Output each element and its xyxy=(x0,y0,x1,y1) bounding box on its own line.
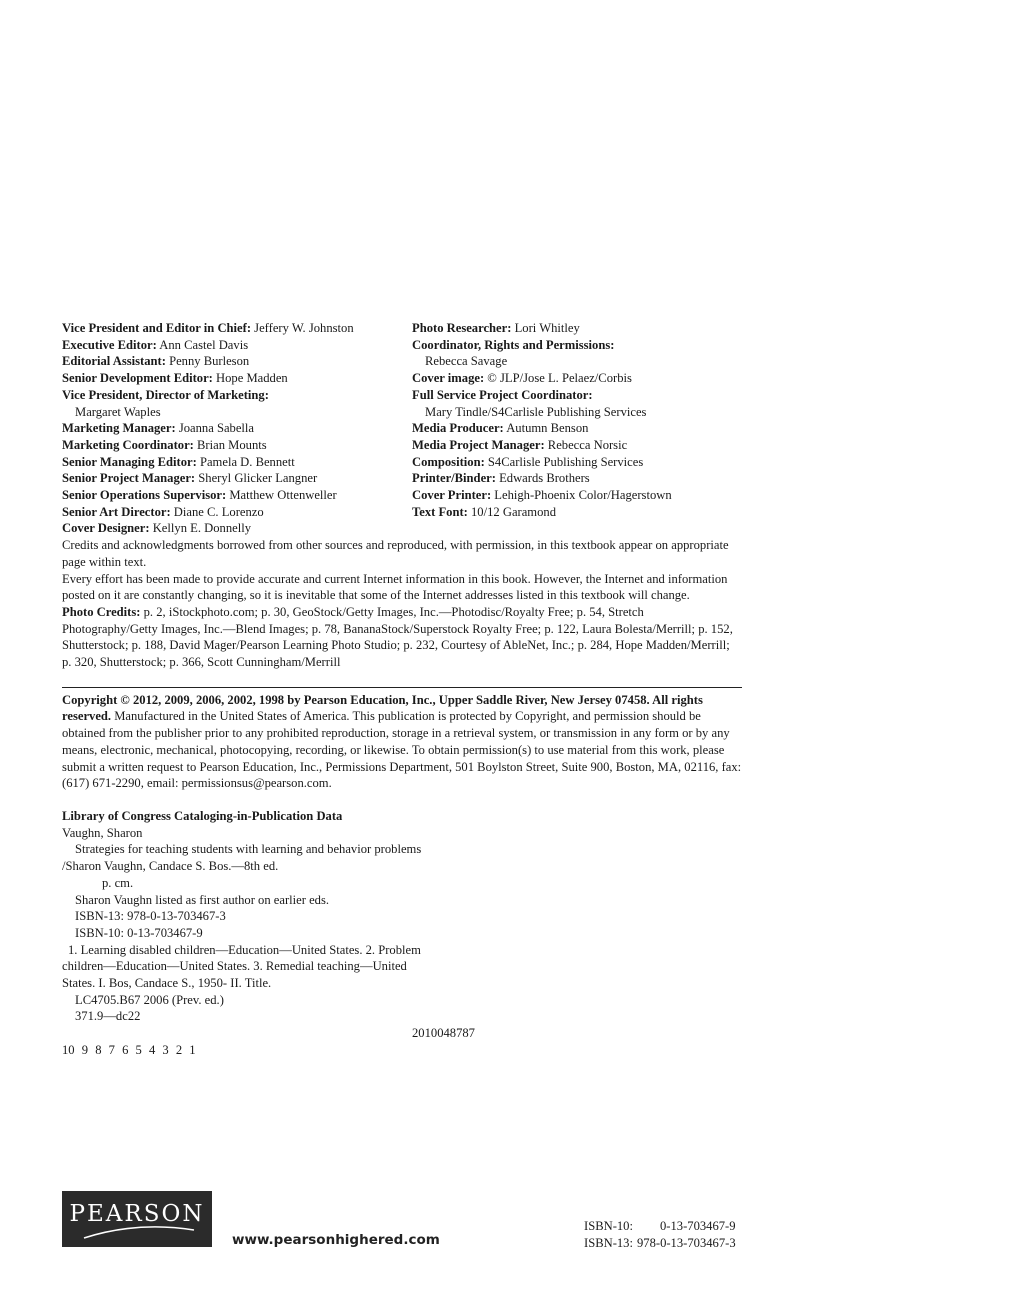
cip-pcm: p. cm. xyxy=(102,875,134,890)
credit-role-label: Vice President, Director of Marketing: xyxy=(62,387,269,402)
production-credits xyxy=(62,320,742,537)
credit-name: Joanna Sabella xyxy=(175,421,255,436)
credit-entry xyxy=(412,370,742,387)
isbn-footer xyxy=(584,1218,736,1251)
printing-line: 10 9 8 7 6 5 4 3 2 1 xyxy=(62,1042,196,1057)
credit-entry xyxy=(412,470,742,487)
credit-name: Brian Mounts xyxy=(193,437,267,452)
credit-entry xyxy=(412,320,742,337)
credit-entry xyxy=(412,404,742,421)
cip-note: Sharon Vaughn listed as first author on earlier eds. xyxy=(75,892,330,907)
cip-author: Vaughn, Sharon xyxy=(62,825,143,840)
credit-entry xyxy=(62,320,412,337)
credit-role-label: Printer/Binder: xyxy=(412,471,496,486)
isbn10-label: ISBN-10: xyxy=(584,1219,633,1233)
isbn10-row xyxy=(584,1218,736,1235)
photo-credits-text: p. 2, iStockphoto.com; p. 30, GeoStock/Getty Images, Inc.—Photodisc/Royalty Free; p. 54, Stretch Photography/Getty Images, Inc.—Blend Images; p. 78, BananaStock/Superstock Royalty Free; p. 122, Laura Bolesta/Merrill; p. 152, Shutterstock; p. 188, David Mager/Pearson Learning Photo Studio; p. 232, Courtesy of AbleNet, Inc.; p. 284, Hope Madden/Merrill; p. 320, Shutterstock; p. 366, Scott Cunningham/Merrill xyxy=(62,604,733,670)
logo-swoosh-icon xyxy=(62,1191,212,1247)
cip-isbn10: ISBN-10: 0-13-703467-9 xyxy=(75,925,203,940)
credit-entry xyxy=(62,387,412,404)
cip-data-block xyxy=(62,808,742,1042)
internet-notice-text: Every effort has been made to provide accurate and current Internet information in this book. However, the Internet and information posted on it are constantly changing, so it is inevitable that some of the Internet addresses listed in this textbook will change. xyxy=(62,571,728,603)
credit-entry xyxy=(412,504,742,521)
credit-name: Kellyn E. Donnelly xyxy=(149,521,251,536)
credit-role-label: Cover image: xyxy=(412,371,485,386)
credit-name: Penny Burleson xyxy=(165,354,250,369)
credit-role-label: Composition: xyxy=(412,454,485,469)
credit-name: Rebecca Savage xyxy=(425,354,508,369)
credit-role-label: Cover Designer: xyxy=(62,521,150,536)
cip-lc-number: LC4705.B67 2006 (Prev. ed.) xyxy=(75,992,224,1007)
cip-subjects-line: children—Education—United States. 3. Remedial teaching—United xyxy=(62,959,407,974)
credit-role-label: Senior Art Director: xyxy=(62,504,171,519)
credit-name: S4Carlisle Publishing Services xyxy=(484,454,644,469)
credit-role-label: Senior Operations Supervisor: xyxy=(62,488,227,503)
credit-name: 10/12 Garamond xyxy=(467,504,556,519)
cip-subjects-line: States. I. Bos, Candace S., 1950- II. Title. xyxy=(62,976,272,991)
credit-role-label: Executive Editor: xyxy=(62,337,157,352)
credit-role-label: Senior Managing Editor: xyxy=(62,454,197,469)
credit-name: Rebecca Norsic xyxy=(544,437,628,452)
credit-entry xyxy=(62,337,412,354)
credit-role-label: Senior Project Manager: xyxy=(62,471,196,486)
credit-role-label: Coordinator, Rights and Permissions: xyxy=(412,337,615,352)
credit-entry xyxy=(412,487,742,504)
cip-lccn: 2010048787 xyxy=(412,1026,475,1041)
credit-role-label: Cover Printer: xyxy=(412,488,492,503)
copyright-section xyxy=(62,687,742,792)
copyright-bold: Copyright © 2012, 2009, 2006, 2002, 1998 by Pearson Education, Inc., Upper Saddle River, New Jersey 07458. All rights reserved. xyxy=(62,692,703,724)
credit-entry xyxy=(62,504,412,521)
credit-entry xyxy=(62,437,412,454)
copyright-notice xyxy=(62,692,742,792)
credit-entry xyxy=(412,353,742,370)
credit-entry xyxy=(62,487,412,504)
credit-name: Jeffery W. Johnston xyxy=(251,321,354,335)
credit-name: Diane C. Lorenzo xyxy=(170,504,264,519)
credit-entry xyxy=(62,370,412,387)
cip-subjects-line: 1. Learning disabled children—Education—United States. 2. Problem xyxy=(68,942,421,957)
credit-name: © JLP/Jose L. Pelaez/Corbis xyxy=(484,371,632,386)
credit-role-label: Photo Researcher: xyxy=(412,321,512,335)
publisher-url-link[interactable]: www.pearsonhighered.com xyxy=(232,1232,440,1248)
credit-entry xyxy=(412,337,742,354)
credit-entry xyxy=(62,420,412,437)
credit-role-label: Vice President and Editor in Chief: xyxy=(62,321,252,335)
credit-role-label: Full Service Project Coordinator: xyxy=(412,387,593,402)
isbn13-label: ISBN-13: xyxy=(584,1235,633,1250)
credit-entry xyxy=(62,353,412,370)
credit-role-label: Marketing Coordinator: xyxy=(62,437,194,452)
credit-name: Edwards Brothers xyxy=(495,471,590,486)
credit-entry xyxy=(62,520,412,537)
credit-name: Matthew Ottenweller xyxy=(226,488,337,503)
credit-role-label: Media Producer: xyxy=(412,421,504,436)
credit-entry xyxy=(412,387,742,404)
cip-dewey-number: 371.9—dc22 xyxy=(75,1009,141,1024)
credit-name: Pamela D. Bennett xyxy=(196,454,295,469)
credit-name: Lori Whitley xyxy=(511,321,580,335)
credits-left-column xyxy=(62,320,412,537)
copyright-text: Manufactured in the United States of America. This publication is protected by Copyright, and permission should be obtained from the publisher prior to any prohibited reproduction, storage in a retrieval system, or transmission in any form or by any means, electronic, mechanical, photocopying, recording, or likewise. To obtain permission(s) to use material from this work, please submit a written request to Pearson Education, Inc., Permissions Department, 501 Boylston Street, Suite 900, Boston, MA, 02116, fax: (617) 671-2290, email: permissionsus@pearson.com. xyxy=(62,709,742,791)
credit-entry xyxy=(62,470,412,487)
pearson-logo-text: PEARSON xyxy=(69,1201,205,1227)
credit-entry xyxy=(412,454,742,471)
copyright-page-content xyxy=(62,320,742,1059)
credit-name: Margaret Waples xyxy=(75,404,161,419)
credit-name: Sheryl Glicker Langner xyxy=(195,471,318,486)
credit-name: Autumn Benson xyxy=(503,421,589,436)
cip-title-line: Strategies for teaching students with learning and behavior problems xyxy=(75,842,422,857)
credit-role-label: Editorial Assistant: xyxy=(62,354,166,369)
credit-entry xyxy=(412,437,742,454)
isbn13-row xyxy=(584,1235,736,1252)
acknowledgments-text: Credits and acknowledgments borrowed from other sources and reproduced, with permission, in this textbook appear on appropriate page within text. xyxy=(62,538,729,569)
cip-heading: Library of Congress Cataloging-in-Publication Data xyxy=(62,808,343,823)
credit-role-label: Text Font: xyxy=(412,504,468,519)
photo-credits xyxy=(62,604,742,671)
credit-name: Hope Madden xyxy=(212,371,288,386)
credit-role-label: Media Project Manager: xyxy=(412,437,545,452)
credits-right-column xyxy=(412,320,742,537)
isbn13-value: 978-0-13-703467-3 xyxy=(636,1235,736,1250)
credit-entry xyxy=(412,420,742,437)
credit-name: Ann Castel Davis xyxy=(156,337,249,352)
cip-title-line: /Sharon Vaughn, Candace S. Bos.—8th ed. xyxy=(62,859,279,874)
photo-credits-label: Photo Credits: xyxy=(62,604,141,619)
credit-role-label: Marketing Manager: xyxy=(62,421,176,436)
credit-name: Mary Tindle/S4Carlisle Publishing Services xyxy=(425,404,647,419)
credit-name: Lehigh-Phoenix Color/Hagerstown xyxy=(491,488,672,503)
credit-role-label: Senior Development Editor: xyxy=(62,371,213,386)
credit-entry xyxy=(62,404,412,421)
credit-entry xyxy=(62,454,412,471)
cip-isbn13: ISBN-13: 978-0-13-703467-3 xyxy=(75,909,226,924)
isbn10-value: 0-13-703467-9 xyxy=(660,1219,736,1233)
pearson-logo xyxy=(62,1191,212,1247)
